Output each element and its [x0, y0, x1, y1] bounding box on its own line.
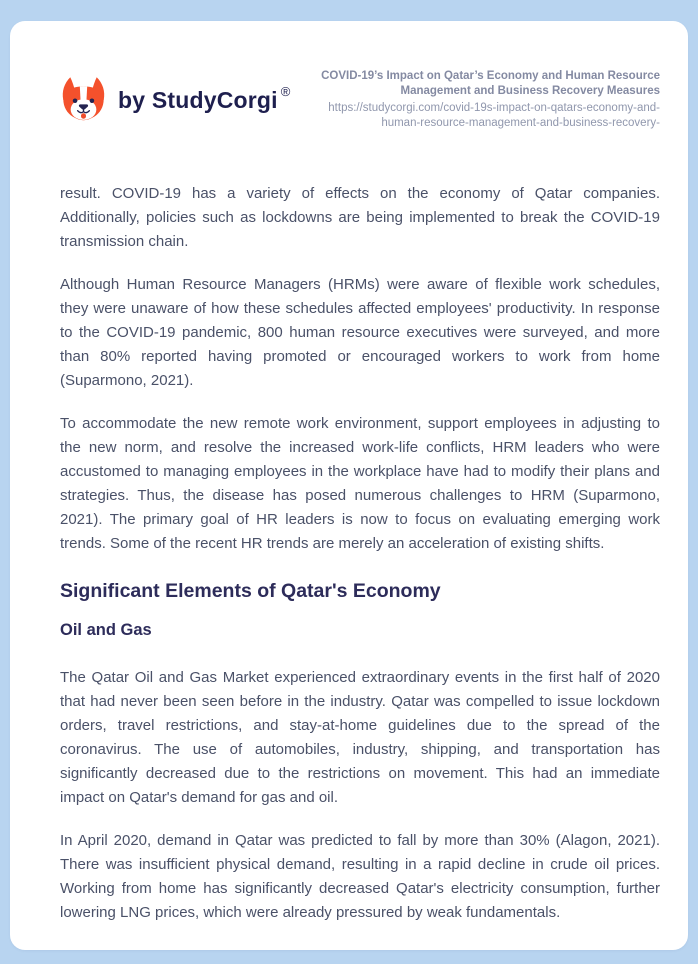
brand-name: by StudyCorgi — [118, 86, 278, 113]
document-url-link[interactable]: https://studycorgi.com/covid-19s-impact-on-qatars-economy-and-human-resource-management-and-business-recovery- — [328, 102, 660, 129]
paragraph: result. COVID-19 has a variety of effects on the economy of Qatar companies. Additionally, policies such as lockdowns are being implemented to break the COVID-19 transmission chain. — [60, 185, 660, 250]
paragraph: In April 2020, demand in Qatar was predicted to fall by more than 30% (Alagon, 2021). There was insufficient physical demand, resulting in a rapid decline in crude oil prices. Working from home has significantly decreased Qatar's electricity consumption, further lowering LNG prices, which were already pressured by weak fundamentals. — [60, 832, 660, 921]
paragraph: The Qatar Oil and Gas Market experienced extraordinary events in the first half of 2020 that had never been seen before in the industry. Qatar was compelled to issue lockdown orders, travel restrictions, and stay-at-home guidelines due to the spread of the coronavirus. The use of automobiles, industry, shipping, and transportation has significantly decreased due to the restrictions on movement. This had an immediate impact on Qatar's demand for gas and oil. — [60, 669, 660, 806]
document-title: COVID-19’s Impact on Qatar’s Economy and Human Resource Management and Business Recovery Measures — [321, 70, 660, 97]
registered-trademark-icon: ® — [280, 83, 291, 99]
section-heading: Significant Elements of Qatar's Economy — [60, 580, 441, 602]
studycorgi-logo — [60, 72, 290, 128]
paragraph: Although Human Resource Managers (HRMs) were aware of flexible work schedules, they were unaware of how these schedules affected employees' productivity. In response to the COVID-19 pandemic, 800 human resource executives were surveyed, and more than 80% reported having promoted or encouraged workers to work from home (Suparmono, 2021). — [60, 276, 660, 389]
article-body — [60, 182, 660, 925]
corgi-icon — [60, 72, 107, 128]
document-card — [10, 21, 688, 950]
subsection-heading: Oil and Gas — [60, 621, 152, 639]
header — [60, 67, 660, 130]
document-meta — [308, 67, 660, 130]
paragraph: To accommodate the new remote work environment, support employees in adjusting to the new norm, and resolve the increased work-life conflicts, HRM leaders who were accustomed to managing employees in the workplace have had to modify their plans and strategies. Thus, the disease has posed numerous challenges to HRM (Suparmono, 2021). The primary goal of HR leaders is now to focus on evaluating emerging work trends. Some of the recent HR trends are merely an acceleration of existing shifts. — [60, 415, 660, 552]
